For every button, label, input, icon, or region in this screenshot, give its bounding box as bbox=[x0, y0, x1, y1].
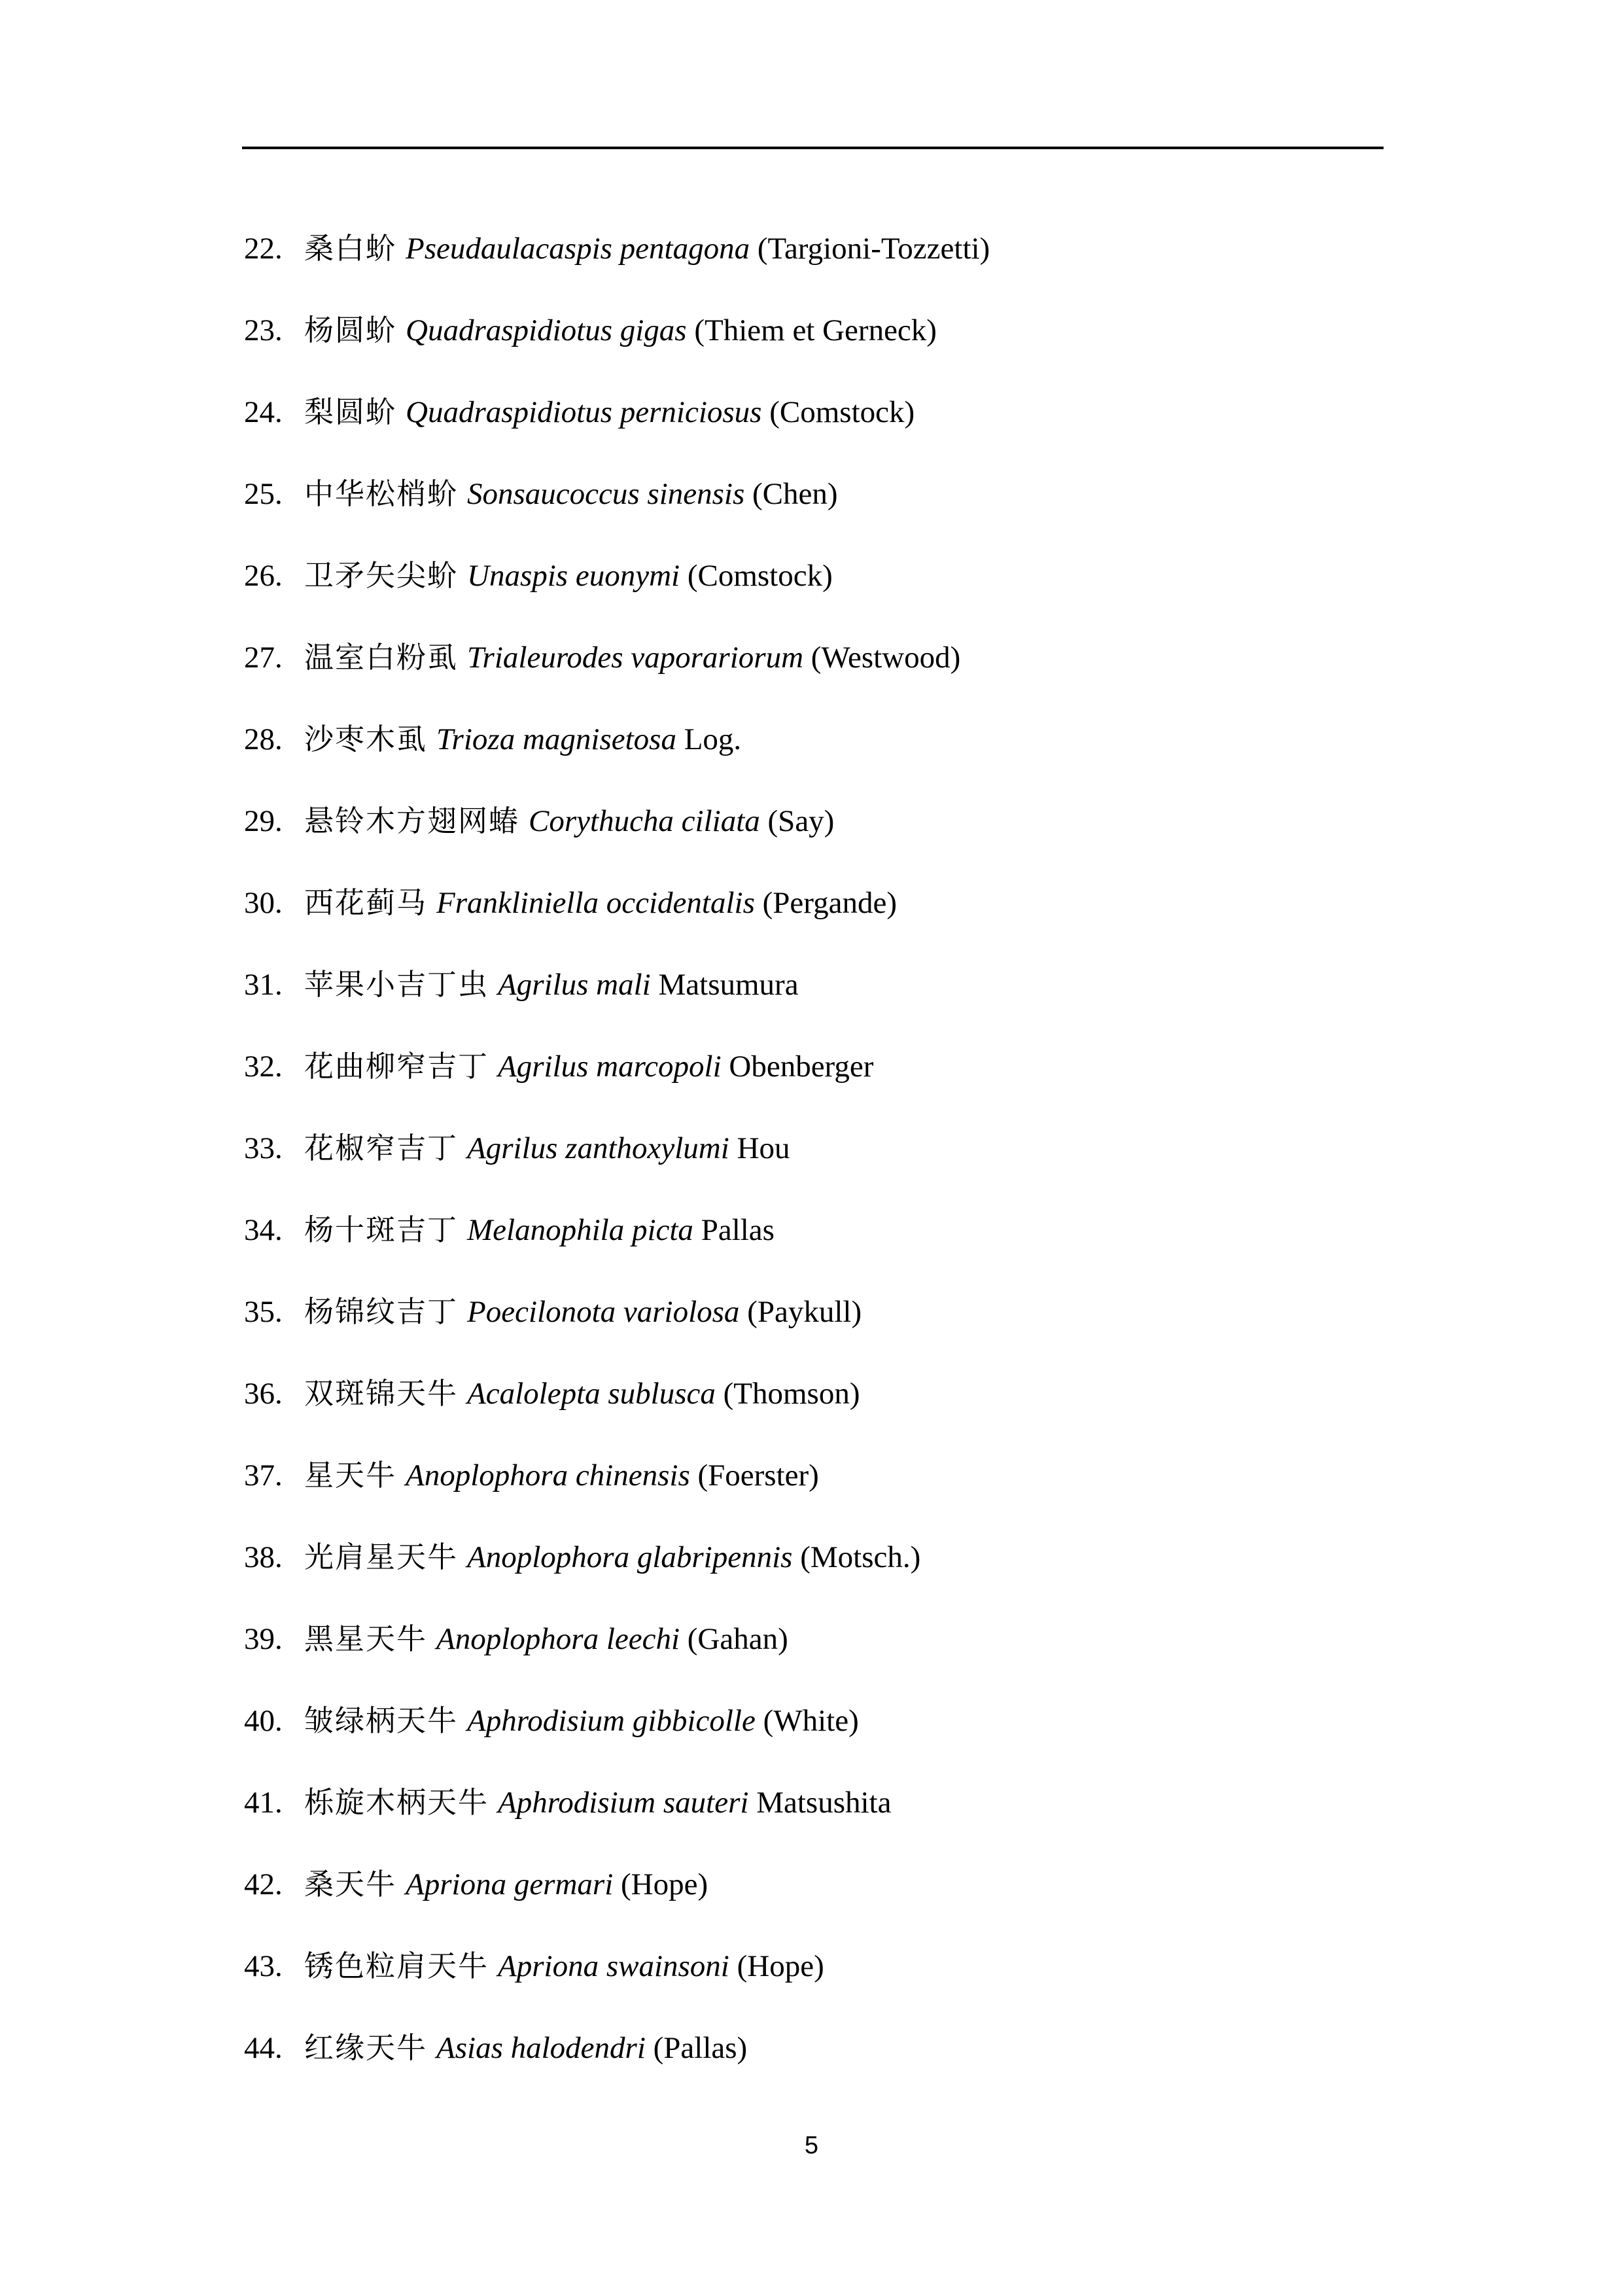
list-item bbox=[244, 638, 1395, 720]
list-item bbox=[244, 393, 1395, 474]
list-item bbox=[244, 1865, 1395, 1947]
chinese-name: 杨十斑吉丁 bbox=[304, 1212, 459, 1247]
scientific-name: Apriona swainsoni bbox=[498, 1949, 729, 1983]
scientific-name: Agrilus mali bbox=[498, 968, 651, 1002]
scientific-name: Poecilonota variolosa bbox=[467, 1295, 740, 1329]
author-citation: Matsushita bbox=[756, 1786, 892, 1820]
entry-number: 35. bbox=[244, 1295, 283, 1329]
chinese-name: 花曲柳窄吉丁 bbox=[304, 1049, 489, 1084]
scientific-name: Trialeurodes vaporariorum bbox=[467, 641, 804, 675]
scientific-name: Anoplophora leechi bbox=[436, 1622, 680, 1656]
chinese-name: 卫矛矢尖蚧 bbox=[304, 558, 459, 593]
entry-number: 27. bbox=[244, 641, 283, 675]
entry-number: 43. bbox=[244, 1949, 283, 1983]
entry-number: 41. bbox=[244, 1786, 283, 1820]
author-citation: Pallas bbox=[701, 1213, 775, 1247]
entry-number: 34. bbox=[244, 1213, 283, 1247]
author-citation: (Hope) bbox=[737, 1949, 824, 1983]
entry-number: 26. bbox=[244, 559, 283, 593]
entry-number: 29. bbox=[244, 804, 283, 838]
author-citation: (Comstock) bbox=[769, 395, 915, 429]
author-citation: (Motsch.) bbox=[800, 1540, 921, 1574]
scientific-name: Asias halodendri bbox=[436, 2031, 646, 2065]
chinese-name: 杨圆蚧 bbox=[304, 313, 397, 347]
list-item bbox=[244, 2028, 1395, 2110]
author-citation: (Comstock) bbox=[687, 559, 833, 593]
scientific-name: Anoplophora glabripennis bbox=[467, 1540, 793, 1574]
scientific-name: Anoplophora chinensis bbox=[406, 1458, 690, 1492]
page-number: 5 bbox=[804, 2132, 819, 2159]
chinese-name: 皱绿柄天牛 bbox=[304, 1703, 459, 1738]
scientific-name: Acalolepta sublusca bbox=[467, 1377, 716, 1411]
list-item bbox=[244, 802, 1395, 883]
list-item bbox=[244, 1129, 1395, 1210]
author-citation: Matsumura bbox=[658, 968, 799, 1002]
author-citation: Log. bbox=[684, 722, 742, 756]
scientific-name: Corythucha ciliata bbox=[529, 804, 760, 838]
chinese-name: 梨圆蚧 bbox=[304, 395, 397, 429]
entry-number: 31. bbox=[244, 968, 283, 1002]
list-item bbox=[244, 556, 1395, 638]
chinese-name: 桑天牛 bbox=[304, 1867, 397, 1901]
entry-number: 30. bbox=[244, 886, 283, 920]
entry-number: 44. bbox=[244, 2031, 283, 2065]
chinese-name: 悬铃木方翅网蝽 bbox=[304, 804, 520, 838]
entry-number: 24. bbox=[244, 395, 283, 429]
chinese-name: 桑白蚧 bbox=[304, 231, 397, 266]
author-citation: (Pallas) bbox=[653, 2031, 748, 2065]
scientific-name: Melanophila picta bbox=[467, 1213, 693, 1247]
scientific-name: Sonsaucoccus sinensis bbox=[467, 477, 745, 511]
chinese-name: 杨锦纹吉丁 bbox=[304, 1294, 459, 1329]
chinese-name: 双斑锦天牛 bbox=[304, 1376, 459, 1411]
scientific-name: Unaspis euonymi bbox=[467, 559, 680, 593]
scientific-name: Quadraspidiotus gigas bbox=[406, 313, 687, 347]
scientific-name: Apriona germari bbox=[406, 1867, 614, 1901]
list-item bbox=[244, 1374, 1395, 1456]
list-item bbox=[244, 1701, 1395, 1783]
author-citation: (Pergande) bbox=[762, 886, 897, 920]
list-item bbox=[244, 883, 1395, 965]
author-citation: (White) bbox=[763, 1704, 859, 1738]
author-citation: (Hope) bbox=[621, 1867, 708, 1901]
author-citation: (Paykull) bbox=[747, 1295, 862, 1329]
entry-number: 37. bbox=[244, 1458, 283, 1492]
list-item bbox=[244, 1210, 1395, 1292]
list-item bbox=[244, 720, 1395, 802]
list-item bbox=[244, 1047, 1395, 1129]
list-item bbox=[244, 1783, 1395, 1865]
entry-number: 36. bbox=[244, 1377, 283, 1411]
chinese-name: 中华松梢蚧 bbox=[304, 476, 459, 511]
chinese-name: 西花蓟马 bbox=[304, 885, 428, 920]
author-citation: (Thiem et Gerneck) bbox=[694, 313, 937, 347]
entry-number: 33. bbox=[244, 1131, 283, 1165]
author-citation: (Foerster) bbox=[697, 1458, 819, 1492]
header-rule bbox=[242, 147, 1384, 149]
entry-number: 40. bbox=[244, 1704, 283, 1738]
list-item bbox=[244, 1456, 1395, 1538]
entry-number: 23. bbox=[244, 313, 283, 347]
chinese-name: 黑星天牛 bbox=[304, 1621, 428, 1656]
scientific-name: Pseudaulacaspis pentagona bbox=[406, 232, 750, 266]
entry-number: 38. bbox=[244, 1540, 283, 1574]
scientific-name: Aphrodisium sauteri bbox=[498, 1786, 749, 1820]
entry-number: 22. bbox=[244, 232, 283, 266]
scientific-name: Quadraspidiotus perniciosus bbox=[406, 395, 762, 429]
chinese-name: 星天牛 bbox=[304, 1458, 397, 1492]
author-citation: Hou bbox=[737, 1131, 790, 1165]
entry-number: 28. bbox=[244, 722, 283, 756]
entry-number: 25. bbox=[244, 477, 283, 511]
list-item bbox=[244, 1292, 1395, 1374]
entry-number: 42. bbox=[244, 1867, 283, 1901]
entry-number: 32. bbox=[244, 1050, 283, 1084]
chinese-name: 沙枣木虱 bbox=[304, 722, 428, 756]
scientific-name: Trioza magnisetosa bbox=[436, 722, 676, 756]
list-item bbox=[244, 229, 1395, 311]
entry-number: 39. bbox=[244, 1622, 283, 1656]
list-item bbox=[244, 311, 1395, 393]
scientific-name: Agrilus zanthoxylumi bbox=[467, 1131, 729, 1165]
chinese-name: 栎旋木柄天牛 bbox=[304, 1785, 489, 1820]
scientific-name: Frankliniella occidentalis bbox=[436, 886, 755, 920]
author-citation: (Westwood) bbox=[811, 641, 961, 675]
author-citation: Obenberger bbox=[729, 1050, 874, 1084]
chinese-name: 红缘天牛 bbox=[304, 2030, 428, 2065]
chinese-name: 光肩星天牛 bbox=[304, 1540, 459, 1574]
author-citation: (Say) bbox=[767, 804, 835, 838]
chinese-name: 温室白粉虱 bbox=[304, 640, 459, 675]
scientific-name: Agrilus marcopoli bbox=[498, 1050, 722, 1084]
author-citation: (Chen) bbox=[752, 477, 838, 511]
chinese-name: 锈色粒肩天牛 bbox=[304, 1949, 489, 1983]
scientific-name: Aphrodisium gibbicolle bbox=[467, 1704, 756, 1738]
list-item bbox=[244, 1947, 1395, 2028]
list-item bbox=[244, 965, 1395, 1047]
author-citation: (Gahan) bbox=[687, 1622, 788, 1656]
chinese-name: 花椒窄吉丁 bbox=[304, 1131, 459, 1165]
list-item bbox=[244, 1619, 1395, 1701]
list-item bbox=[244, 1538, 1395, 1619]
chinese-name: 苹果小吉丁虫 bbox=[304, 967, 489, 1002]
author-citation: (Thomson) bbox=[723, 1377, 860, 1411]
list-item bbox=[244, 474, 1395, 556]
author-citation: (Targioni-Tozzetti) bbox=[757, 232, 990, 266]
species-list bbox=[244, 229, 1395, 2110]
